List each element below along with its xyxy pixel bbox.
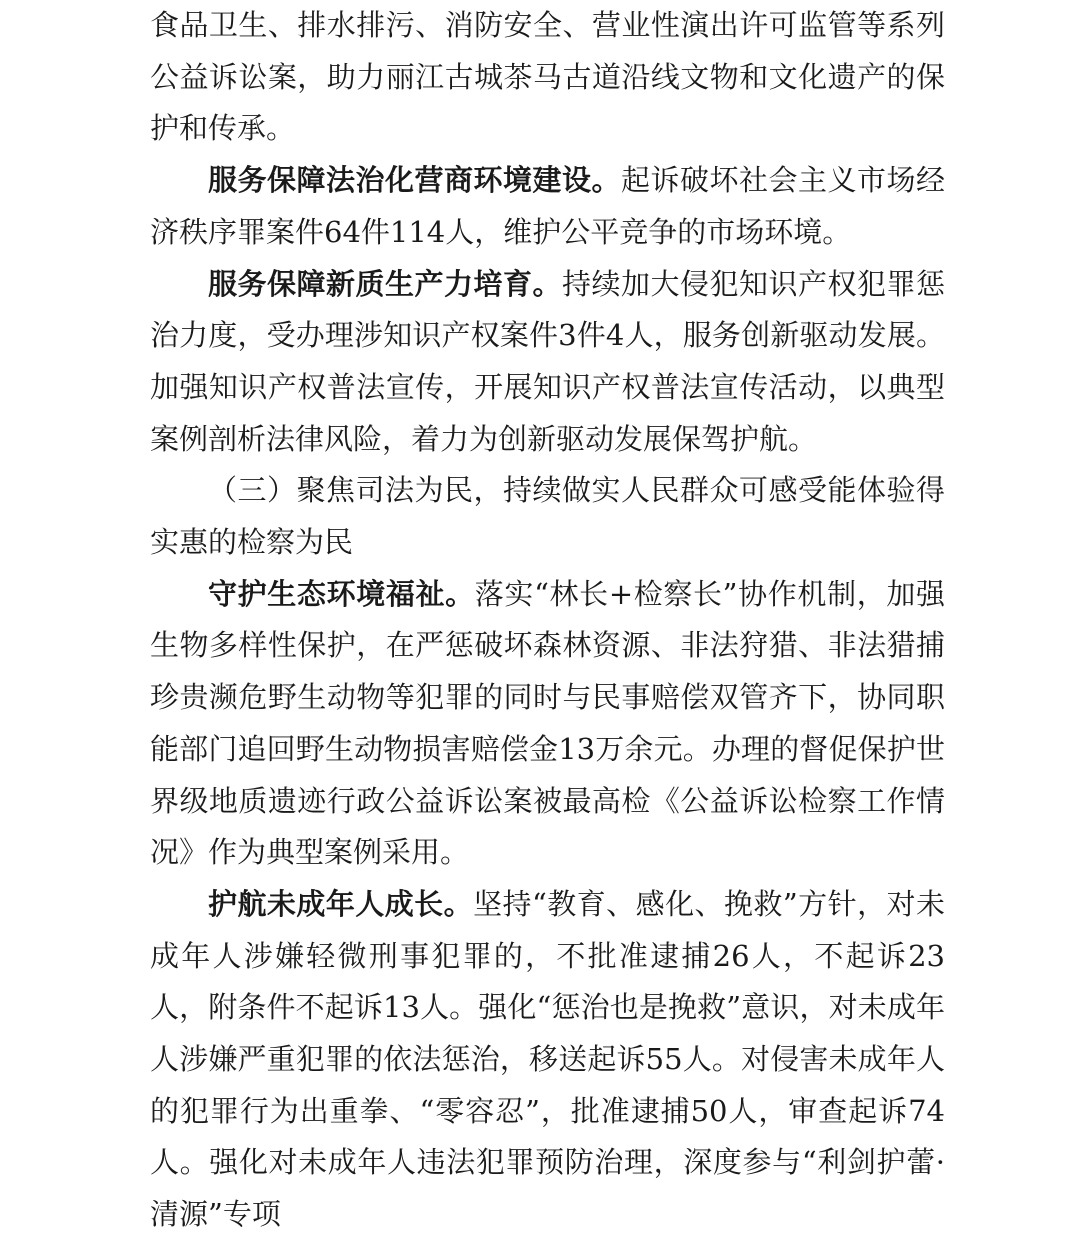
paragraph-body: 食品卫生、排水排污、消防安全、营业性演出许可监管等系列公益诉讼案，助力丽江古城茶马古道沿线文物和文化遗产的保护和传承。 bbox=[150, 8, 945, 146]
paragraph-minors bbox=[150, 879, 945, 1241]
paragraph-body: 坚持“教育、感化、挽救”方针，对未成年人涉嫌轻微刑事犯罪的，不批准逮捕26人，不起诉23人，附条件不起诉13人。强化“惩治也是挽救”意识，对未成年人涉嫌严重犯罪的依法惩治，移送起诉55人。对侵害未成年人的犯罪行为出重拳、“零容忍”，批准逮捕50人，审查起诉74人。强化对未成年人违法犯罪预防治理，深度参与“利剑护蕾·清源”专项 bbox=[150, 886, 945, 1232]
paragraph-lead-heading: 服务保障法治化营商环境建设。 bbox=[208, 163, 621, 198]
paragraph-lead-heading: 守护生态环境福祉。 bbox=[208, 576, 475, 611]
section-heading-three bbox=[150, 465, 945, 568]
paragraph-body: 持续加大侵犯知识产权犯罪惩治力度，受办理涉知识产权案件3件4人，服务创新驱动发展。加强知识产权普法宣传，开展知识产权普法宣传活动，以典型案例剖析法律风险，着力为创新驱动发展保驾护航。 bbox=[150, 266, 945, 456]
paragraph-body: 落实“林长+检察长”协作机制，加强生物多样性保护，在严惩破坏森林资源、非法狩猎、非法猎捕珍贵濒危野生动物等犯罪的同时与民事赔偿双管齐下，协同职能部门追回野生动物损害赔偿金13万余元。办理的督促保护世界级地质遗迹行政公益诉讼案被最高检《公益诉讼检察工作情况》作为典型案例采用。 bbox=[150, 576, 945, 870]
paragraph-ecology bbox=[150, 569, 945, 879]
paragraph-body: 起诉破坏社会主义市场经济秩序罪案件64件114人，维护公平竞争的市场环境。 bbox=[150, 163, 945, 249]
paragraph-heritage-protection bbox=[150, 0, 945, 155]
section-heading-text: （三）聚焦司法为民，持续做实人民群众可感受能体验得实惠的检察为民 bbox=[150, 473, 945, 560]
paragraph-lead-heading: 护航未成年人成长。 bbox=[208, 886, 474, 921]
paragraph-lead-heading: 服务保障新质生产力培育。 bbox=[208, 266, 562, 301]
paragraph-new-productivity bbox=[150, 259, 945, 466]
paragraph-business-environment bbox=[150, 155, 945, 258]
document-page bbox=[150, 0, 945, 1241]
